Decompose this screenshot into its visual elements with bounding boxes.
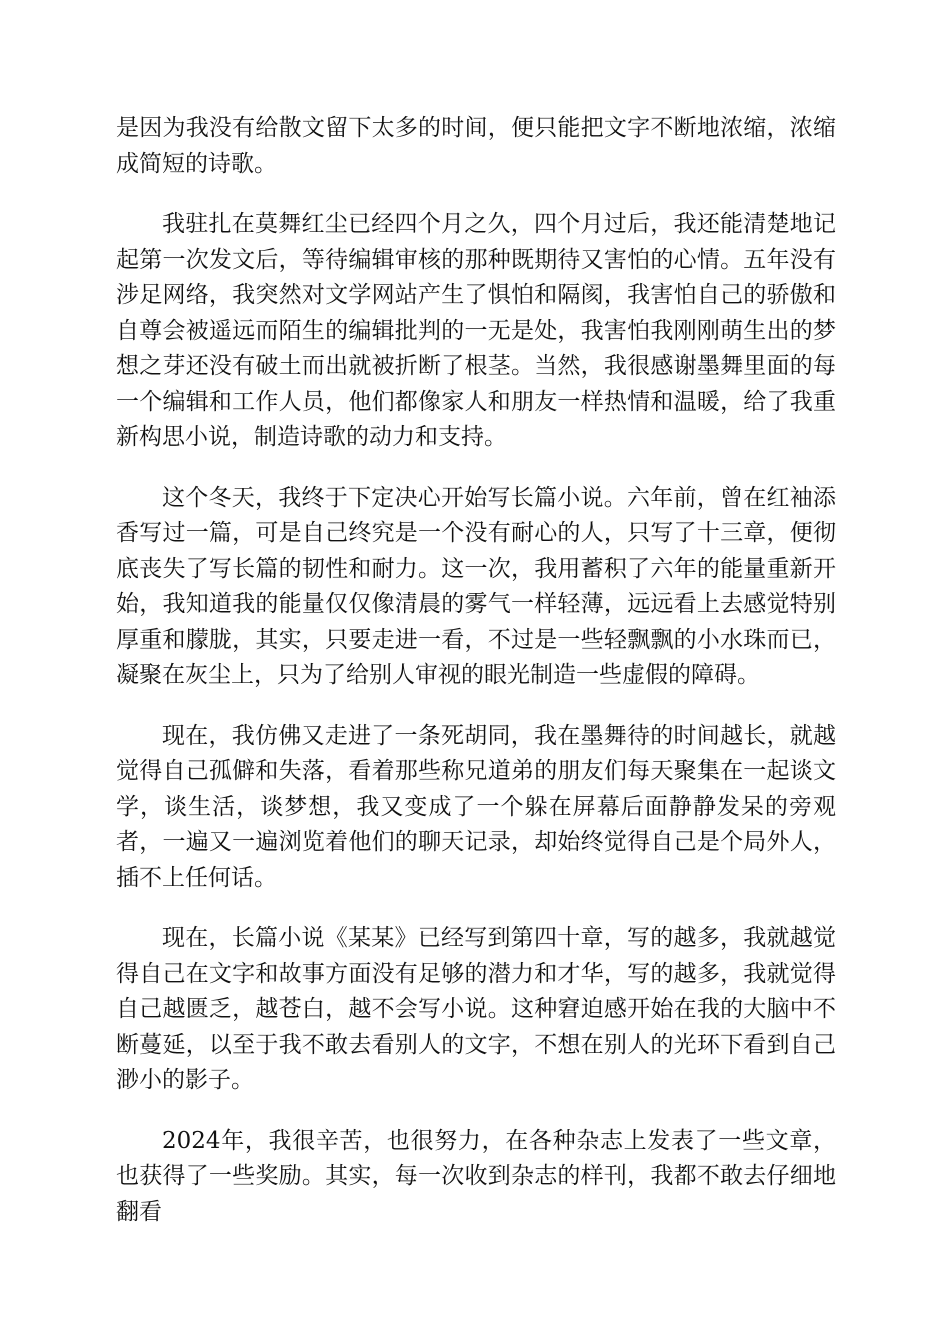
paragraph-3: 这个冬天，我终于下定决心开始写长篇小说。六年前，曾在红袖添香写过一篇，可是自己终究是一个没有耐心的人，只写了十三章，便彻底丧失了写长篇的韧性和耐力。这一次，我用蓄积了六年的能量重新开始，我知道我的能量仅仅像清晨的雾气一样轻薄，远远看上去感觉特别厚重和朦胧，其实，只要走进一看，不过是一些轻飘飘的小水珠而已，凝聚在灰尘上，只为了给别人审视的眼光制造一些虚假的障碍。	[116, 484, 836, 688]
paragraph-4: 现在，我仿佛又走进了一条死胡同，我在墨舞待的时间越长，就越觉得自己孤僻和失落，看着那些称兄道弟的朋友们每天聚集在一起谈文学，谈生活，谈梦想，我又变成了一个躲在屏幕后面静静发呆的旁观者，一遍又一遍浏览着他们的聊天记录，却始终觉得自己是个局外人，插不上任何话。	[116, 722, 836, 891]
essay-body	[116, 111, 836, 1255]
paragraph-1: 是因为我没有给散文留下太多的时间，便只能把文字不断地浓缩，浓缩成简短的诗歌。	[116, 115, 836, 177]
paragraph-2: 我驻扎在莫舞红尘已经四个月之久，四个月过后，我还能清楚地记起第一次发文后，等待编辑审核的那种既期待又害怕的心情。五年没有涉足网络，我突然对文学网站产生了惧怕和隔阂，我害怕自己的骄傲和自尊会被遥远而陌生的编辑批判的一无是处，我害怕我刚刚萌生出的梦想之芽还没有破土而出就被折断了根茎。当然，我很感谢墨舞里面的每一个编辑和工作人员，他们都像家人和朋友一样热情和温暖，给了我重新构思小说，制造诗歌的动力和支持。	[116, 211, 836, 450]
paragraph-6: 2024年，我很辛苦，也很努力，在各种杂志上发表了一些文章，也获得了一些奖励。其实，每一次收到杂志的样刊，我都不敢去仔细地翻看	[116, 1127, 836, 1225]
paragraph-5: 现在，长篇小说《某某》已经写到第四十章，写的越多，我就越觉得自己在文字和故事方面没有足够的潜力和才华，写的越多，我就觉得自己越匮乏，越苍白，越不会写小说。这种窘迫感开始在我的大脑中不断蔓延，以至于我不敢去看别人的文字，不想在别人的光环下看到自己渺小的影子。	[116, 925, 836, 1093]
